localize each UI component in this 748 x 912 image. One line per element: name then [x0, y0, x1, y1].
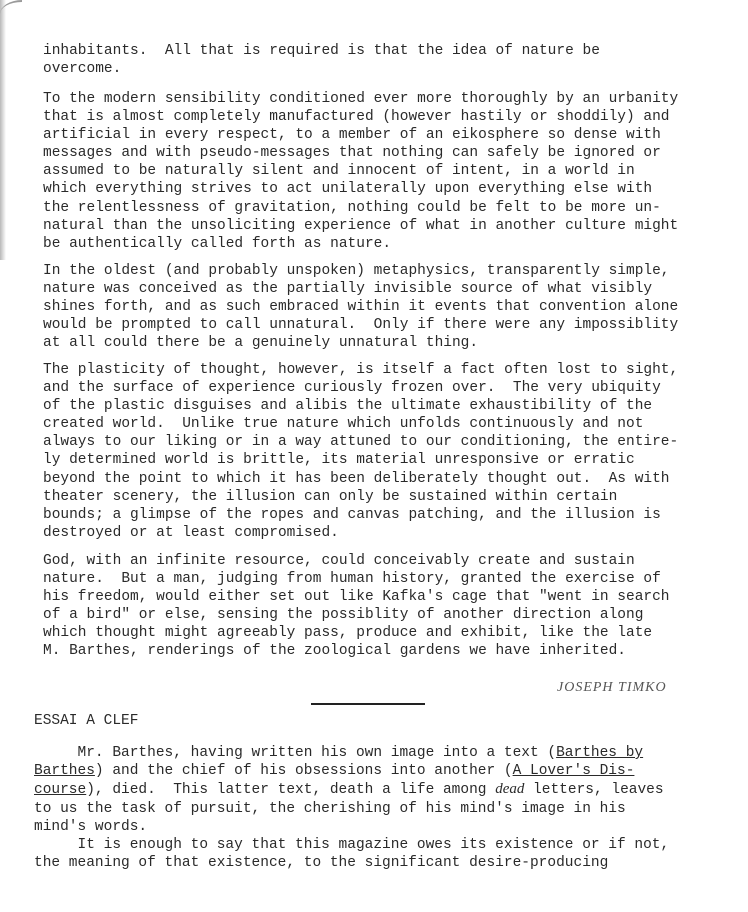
- text-line: inhabitants. All that is required is that the idea of nature be: [43, 43, 600, 59]
- essai-body: [34, 744, 704, 872]
- text-line: at all could there be a genuinely unnatural thing.: [43, 335, 479, 352]
- book-title-barthes-by-barthes-cont: Barthes: [34, 763, 95, 780]
- text-line: shines forth, and as such embraced within it events that convention alone: [43, 299, 679, 316]
- essai-paragraph-1: Mr. Barthes, having written his own image into a text (Barthes by Barthes) and the chief of his obsessions into another (A Lover's Dis- course), died. This latter text, death a life among dead letters, leaves to us the task of pursuit, the cherishing of his mind's image in his mind's words.: [34, 745, 664, 835]
- text-line: overcome.: [43, 61, 122, 78]
- text-line: The plasticity of thought, however, is itself a fact often lost to sight,: [43, 362, 679, 378]
- paragraph-1: [43, 42, 705, 78]
- text-line: nature was conceived as the partially invisible source of what visibly: [43, 281, 653, 298]
- text-line: of a bird" or else, sensing the possiblity of another direction along: [43, 607, 644, 624]
- text-line: In the oldest (and probably unspoken) metaphysics, transparently simple,: [43, 263, 670, 279]
- paragraph-3: [43, 262, 705, 352]
- text-line: nature. But a man, judging from human history, granted the exercise of: [43, 571, 661, 588]
- text-line: God, with an infinite resource, could conceivably create and sustain: [43, 553, 635, 569]
- text-line: and the surface of experience curiously frozen over. The very ubiquity: [43, 380, 661, 397]
- text-line: of the plastic disguises and alibis the ultimate exhaustibility of the: [43, 398, 653, 415]
- text-line: would be prompted to call unnatural. Only if there were any impossiblity: [43, 317, 679, 334]
- essai-paragraph-2: It is enough to say that this magazine owes its existence or if not, the meaning of that existence, to the significant desire-producing: [34, 837, 670, 872]
- text-line: natural than the unsoliciting experience of what in another culture might: [43, 217, 679, 234]
- paragraph-4: [43, 361, 705, 542]
- text-line: artificial in every respect, to a member of an eikosphere so dense with: [43, 127, 661, 144]
- text-line: destroyed or at least compromised.: [43, 524, 339, 541]
- book-title-barthes-by-barthes: Barthes by: [556, 745, 644, 761]
- text-line: the relentlessness of gravitation, nothing could be felt to be more un-: [43, 199, 661, 216]
- text-line: his freedom, would either set out like Kafka's cage that "went in search: [43, 589, 670, 606]
- text-line: theater scenery, the illusion can only be sustained within certain: [43, 488, 618, 505]
- section-title: ESSAI A CLEF: [34, 713, 139, 729]
- text-line: that is almost completely manufactured (however hastily or shoddily) and: [43, 109, 670, 126]
- text-line: beyond the point to which it has been deliberately thought out. As with: [43, 470, 670, 487]
- text-line: messages and with pseudo-messages that nothing can safely be ignored or: [43, 145, 661, 162]
- text-line: assumed to be naturally silent and innocent of intent, in a world in: [43, 163, 635, 180]
- text-line: created world. Unlike true nature which unfolds continuously and not: [43, 416, 644, 433]
- book-title-lovers-discourse: A Lover's Dis-: [512, 763, 635, 780]
- text-line: which everything strives to act unilaterally upon everything else with: [43, 181, 653, 198]
- emphasis-dead: dead: [495, 781, 525, 798]
- text-line: M. Barthes, renderings of the zoological gardens we have inherited.: [43, 643, 626, 660]
- book-title-lovers-discourse-cont: course: [34, 782, 87, 799]
- paragraph-2: [43, 90, 705, 253]
- text-line: ly determined world is brittle, its material unresponsive or erratic: [43, 452, 635, 469]
- text-line: be authentically called forth as nature.: [43, 235, 392, 252]
- text-line: bounds; a glimpse of the ropes and canvas patching, and the illusion is: [43, 506, 661, 523]
- paragraph-5: [43, 552, 705, 661]
- page-edge-shadow: [0, 0, 6, 260]
- text-line: always to our liking or in a way attuned to our conditioning, the entire-: [43, 434, 679, 451]
- text-line: To the modern sensibility conditioned ever more thoroughly by an urbanity: [43, 91, 679, 107]
- author-signature: JOSEPH TIMKO: [557, 680, 667, 695]
- section-divider: [311, 703, 425, 705]
- text-line: which thought might agreeably pass, produce and exhibit, like the late: [43, 625, 653, 642]
